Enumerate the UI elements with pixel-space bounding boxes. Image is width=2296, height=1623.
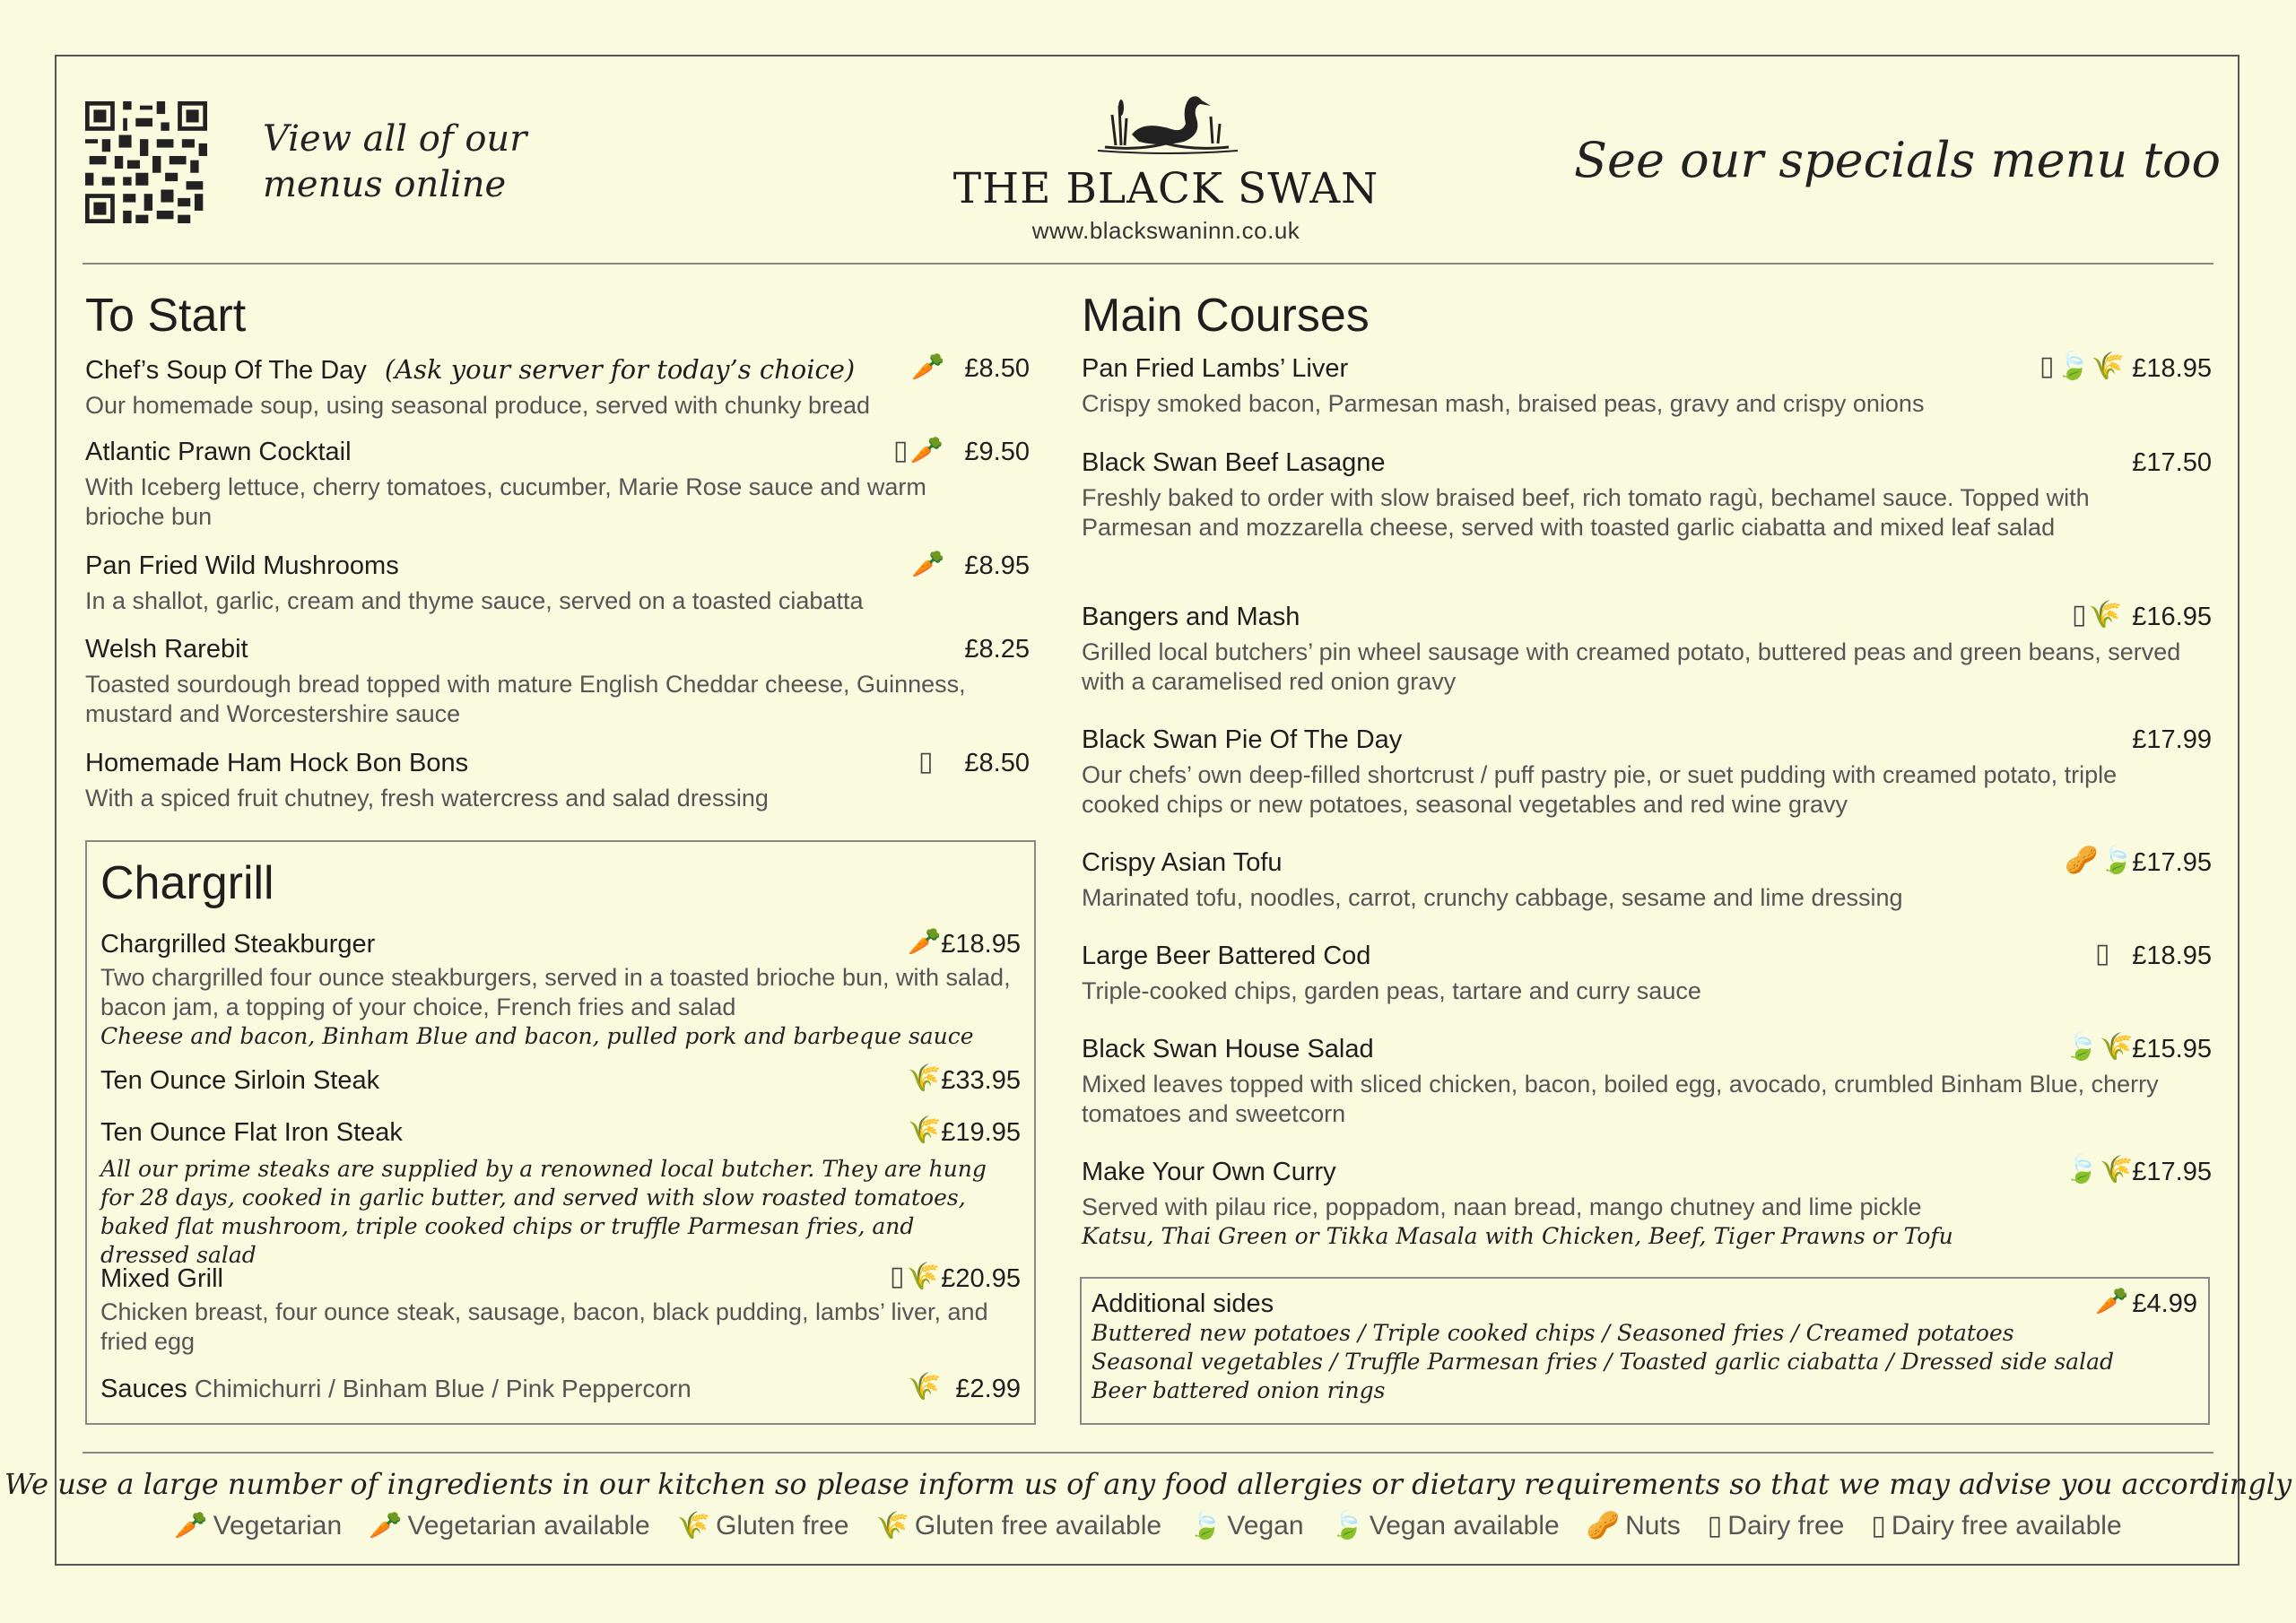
menu-item: [1082, 1035, 2185, 1129]
item-price: £8.25: [964, 635, 1030, 664]
legend-label: Vegan: [1227, 1511, 1304, 1541]
item-name: Chargrilled Steakburger: [100, 930, 376, 959]
online-text-line2: menus online: [263, 164, 507, 205]
section-title-chargrill: Chargrill: [100, 857, 274, 909]
menu-item: [85, 438, 1000, 532]
menu-item: [1082, 942, 2185, 1006]
online-menus-note: [263, 117, 526, 208]
item-name: Make Your Own Curry: [1082, 1158, 1336, 1186]
item-description: Mixed leaves topped with sliced chicken, bacon, boiled egg, avocado, crumbled Binham Blue, cherry tomatoes and sweetcorn: [1082, 1071, 2159, 1127]
item-description: Triple-cooked chips, garden peas, tartare and curry sauce: [1082, 977, 1701, 1004]
menu-item: [100, 1264, 997, 1357]
legend-label: Gluten free: [716, 1511, 849, 1541]
menu-item: [85, 354, 982, 421]
menu-item: [1082, 1158, 2185, 1251]
item-price: £18.95: [941, 930, 1021, 959]
sides-line: Buttered new potatoes / Triple cooked chips / Seasoned fries / Creamed potatoes: [1091, 1320, 2014, 1346]
item-name: Pan Fried Wild Mushrooms: [85, 551, 399, 580]
vegetarian-available-icon: 🥕: [911, 352, 947, 382]
item-price: £16.95: [2132, 603, 2212, 631]
menu-item: [1082, 354, 2185, 419]
legend-item-dairy-free: [1708, 1510, 1845, 1541]
legend-label: Vegetarian available: [407, 1511, 650, 1541]
item-note: (Ask your server for today’s choice): [384, 354, 856, 385]
item-name: Chef’s Soup Of The Day: [85, 356, 367, 385]
item-name: Crispy Asian Tofu: [1082, 848, 1283, 877]
dairy-free-icon: ▯: [918, 747, 935, 777]
item-price: £18.95: [2132, 354, 2212, 383]
item-price: £17.50: [2132, 448, 2212, 477]
gluten-free-icon: 🌾: [908, 1115, 944, 1145]
legend-item-nuts: [1587, 1510, 1681, 1541]
legend-label: Vegetarian: [213, 1511, 343, 1541]
item-name: Homemade Ham Hock Bon Bons: [85, 749, 469, 777]
vegan-available-icon: 🍃🌾: [2065, 1032, 2135, 1062]
item-description: Two chargrilled four ounce steakburgers, served in a toasted brioche bun, with salad, bacon jam, a topping of your choice, French fries and salad: [100, 964, 1011, 1020]
sides-item: [1091, 1289, 2168, 1405]
curry-options: Katsu, Thai Green or Tikka Masala with Chicken, Beef, Tiger Prawns or Tofu: [1082, 1223, 1953, 1249]
item-price: £17.95: [2132, 848, 2212, 877]
dairy-free-available-icon: ▯: [1871, 1511, 1886, 1541]
item-price: £17.95: [2132, 1158, 2212, 1186]
restaurant-name: THE BLACK SWAN: [952, 164, 1379, 213]
item-price: £8.50: [964, 354, 1030, 383]
nuts-icon: 🥜🍃: [2065, 846, 2135, 875]
legend-item-vegetarian: [174, 1510, 342, 1541]
sides-line: Seasonal vegetables / Truffle Parmesan fries / Toasted garlic ciabatta / Dressed side salad: [1091, 1349, 2114, 1375]
item-price: £19.95: [941, 1118, 1021, 1147]
vegan-available-icon: 🍃🌾: [2065, 1155, 2135, 1185]
item-description: Marinated tofu, noodles, carrot, crunchy cabbage, sesame and lime dressing: [1082, 884, 1903, 911]
menu-item: [100, 1118, 997, 1270]
menu-item: [1082, 848, 2185, 913]
header-divider: [83, 263, 2213, 265]
specials-note: See our specials menu too: [1574, 132, 2222, 188]
legend-item-gluten-free: [677, 1510, 849, 1541]
item-options: Cheese and bacon, Binham Blue and bacon, pulled pork and barbeque sauce: [100, 1023, 974, 1049]
item-name: Ten Ounce Flat Iron Steak: [100, 1118, 403, 1147]
legend-item-vegan-available: [1331, 1510, 1560, 1541]
legend-label: Gluten free available: [914, 1511, 1162, 1541]
menu-item: [100, 1375, 908, 1404]
legend-label: Dairy free: [1727, 1511, 1845, 1541]
item-name: Mixed Grill: [100, 1264, 223, 1293]
website-link[interactable]: www.blackswaninn.co.uk: [1031, 217, 1300, 244]
item-description: Toasted sourdough bread topped with mature English Cheddar cheese, Guinness, mustard and Worcestershire sauce: [85, 671, 966, 727]
vegan-available-icon: 🍃: [1330, 1511, 1364, 1541]
item-price: £2.99: [955, 1375, 1021, 1403]
item-description: Grilled local butchers’ pin wheel sausage with creamed potato, buttered peas and green beans, served with a caramelised red onion gravy: [1082, 638, 2181, 695]
legend-item-gluten-free-available: [876, 1510, 1162, 1541]
item-name: Pan Fried Lambs’ Liver: [1082, 354, 1349, 383]
section-title-starters: To Start: [85, 290, 247, 342]
legend-label: Dairy free available: [1891, 1511, 2122, 1541]
item-name: Atlantic Prawn Cocktail: [85, 438, 352, 466]
gluten-free-icon: 🌾: [908, 1372, 944, 1402]
item-name: Sauces: [100, 1375, 187, 1403]
item-price: £8.95: [964, 551, 1030, 580]
item-price: £9.50: [964, 438, 1030, 466]
item-price: £8.50: [964, 749, 1030, 777]
item-description: In a shallot, garlic, cream and thyme sauce, served on a toasted ciabatta: [85, 587, 864, 614]
legend-item-dairy-free-available: [1871, 1510, 2121, 1541]
section-title-mains: Main Courses: [1082, 290, 1370, 342]
legend-label: Nuts: [1625, 1511, 1681, 1541]
item-name: Welsh Rarebit: [85, 635, 248, 664]
menu-item: [1082, 725, 2185, 820]
item-name: Large Beer Battered Cod: [1082, 942, 1371, 970]
item-description: Chicken breast, four ounce steak, sausage, bacon, black pudding, lambs’ liver, and fried egg: [100, 1298, 988, 1355]
gluten-free-icon: 🌾: [676, 1511, 711, 1541]
vegetarian-available-icon: 🥕: [911, 550, 947, 579]
online-text-line1: View all of our: [263, 118, 527, 160]
legend-label: Vegan available: [1369, 1511, 1560, 1541]
item-description: Served with pilau rice, poppadom, naan bread, mango chutney and lime pickle: [1082, 1193, 1922, 1220]
item-name: Black Swan Beef Lasagne: [1082, 448, 1386, 477]
dairy-free-icon: ▯: [1707, 1511, 1723, 1541]
footer-divider: [83, 1452, 2213, 1454]
vegetarian-icon: 🥕: [2095, 1287, 2131, 1316]
item-price: £17.99: [2132, 725, 2212, 754]
item-price: £15.95: [2132, 1035, 2212, 1063]
sides-title: Additional sides: [1091, 1289, 1274, 1318]
menu-item: [85, 749, 1000, 813]
brand-logo: [933, 88, 1399, 245]
item-price: £20.95: [941, 1264, 1021, 1293]
legend-item-vegan: [1188, 1510, 1303, 1541]
dairy-free-icon: ▯🌾: [890, 1262, 942, 1291]
item-description: With a spiced fruit chutney, fresh watercress and salad dressing: [85, 785, 769, 812]
item-name: Ten Ounce Sirloin Steak: [100, 1066, 380, 1095]
sides-line: Beer battered onion rings: [1091, 1377, 1386, 1403]
vegetarian-available-icon: 🥕: [369, 1511, 403, 1541]
vegetarian-icon: 🥕: [174, 1511, 208, 1541]
gluten-free-available-icon: 🌾: [875, 1511, 909, 1541]
item-description: Freshly baked to order with slow braised beef, rich tomato ragù, bechamel sauce. Topped with Parmesan and mozzarella cheese, served with toasted garlic ciabatta and mixed leaf salad: [1082, 484, 2090, 541]
dairy-free-icon: ▯🥕: [893, 436, 945, 465]
allergy-notice: We use a large number of ingredients in our kitchen so please inform us of any food allergies or dietary requirements so that we may advise you accordingly: [4, 1467, 2292, 1501]
item-name: Bangers and Mash: [1082, 603, 1300, 631]
menu-item: [100, 1066, 908, 1096]
item-description: Crispy smoked bacon, Parmesan mash, braised peas, gravy and crispy onions: [1082, 390, 1925, 417]
item-name: Black Swan Pie Of The Day: [1082, 725, 1403, 754]
dairy-free-available-icon: ▯: [2095, 939, 2112, 968]
dairy-free-available-icon: ▯🌾: [2072, 600, 2124, 629]
vegan-available-icon: ▯🍃🌾: [2039, 352, 2127, 381]
item-name: Black Swan House Salad: [1082, 1035, 1374, 1063]
sauce-options: Chimichurri / Binham Blue / Pink Peppercorn: [194, 1375, 691, 1402]
vegan-icon: 🍃: [1188, 1511, 1222, 1541]
menu-item: [85, 635, 1000, 729]
menu-item: [1082, 448, 2185, 542]
swan-icon: [1085, 88, 1247, 160]
nuts-icon: 🥜: [1586, 1511, 1621, 1541]
menu-item: [1082, 603, 2185, 697]
qr-code[interactable]: [85, 101, 207, 223]
dietary-legend: [0, 1510, 2296, 1541]
gluten-free-icon: 🌾: [908, 1063, 944, 1093]
item-price: £18.95: [2132, 942, 2212, 970]
item-price: £33.95: [941, 1066, 1021, 1095]
menu-item: [85, 551, 1000, 616]
steak-note: All our prime steaks are supplied by a renowned local butcher. They are hung for 28 days, cooked in garlic butter, and served with slow roasted tomatoes, baked flat mushroom, triple cooked chips or truffle Parmesan fries, and dressed salad: [100, 1156, 987, 1268]
sides-price: £4.99: [2132, 1289, 2197, 1318]
item-description: Our chefs’ own deep-filled shortcrust / puff pastry pie, or suet pudding with creamed potato, triple cooked chips or new potatoes, seasonal vegetables and red wine gravy: [1082, 761, 2118, 818]
menu-item: [100, 930, 1015, 1051]
item-description: With Iceberg lettuce, cherry tomatoes, cucumber, Marie Rose sauce and warm brioche bun: [85, 473, 926, 530]
vegetarian-available-icon: 🥕: [908, 927, 944, 957]
legend-item-vegetarian-available: [369, 1510, 650, 1541]
item-description: Our homemade soup, using seasonal produce, served with chunky bread: [85, 392, 871, 419]
